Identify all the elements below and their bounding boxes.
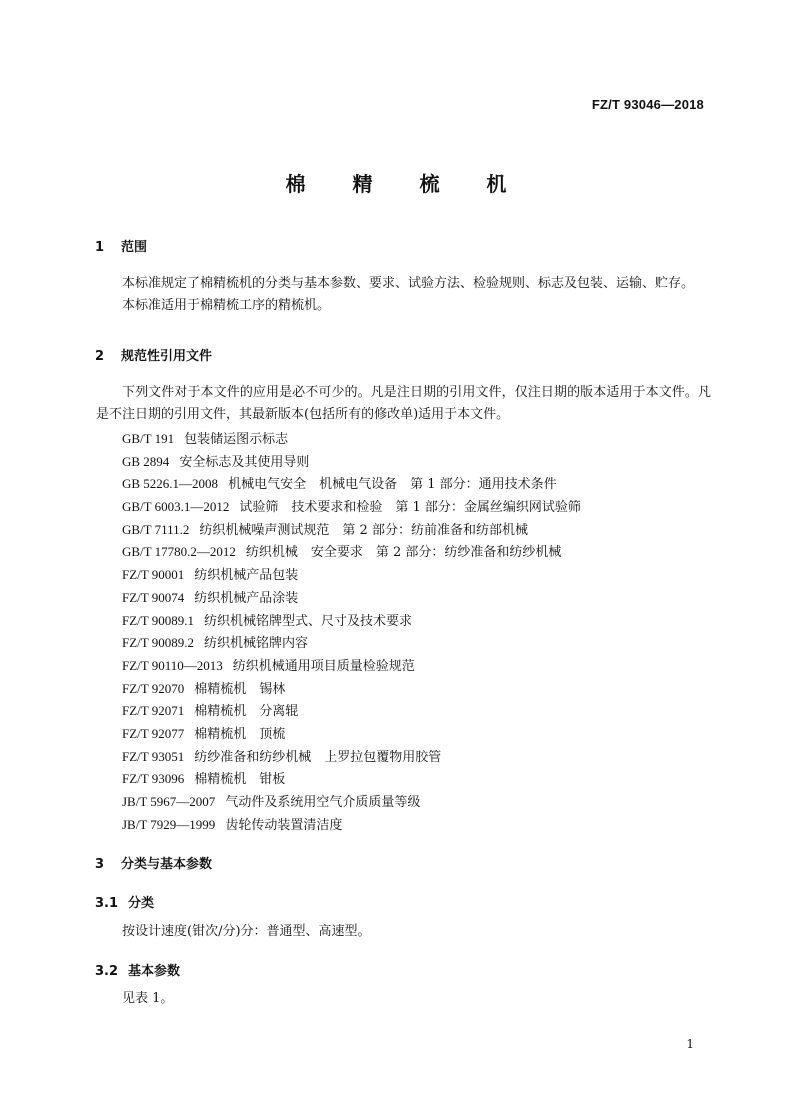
section-1-paragraph-2: 本标准适用于棉精梳工序的精梳机。 (122, 298, 331, 313)
section-2-heading (95, 345, 212, 364)
reference-item: GB/T 6003.1—2012 试验筛 技术要求和检验 第 1 部分：金属丝编织网试验筛 (122, 499, 581, 516)
reference-item: FZ/T 92070 棉精梳机 锡林 (122, 680, 286, 697)
subsection-title: 基本参数 (128, 964, 181, 979)
section-number: 3 (95, 857, 105, 872)
reference-item: FZ/T 92071 棉精梳机 分离辊 (122, 703, 299, 720)
normative-references-list (122, 428, 581, 836)
reference-item: FZ/T 90089.1 纺织机械铭牌型式、尺寸及技术要求 (122, 612, 413, 629)
section-title: 范围 (121, 240, 148, 255)
reference-item: GB 2894 安全标志及其使用导则 (122, 453, 310, 470)
reference-item: JB/T 7929—1999 齿轮传动装置清洁度 (122, 816, 343, 833)
document-title: 棉 精 梳 机 (285, 172, 527, 196)
section-1-heading (95, 236, 147, 255)
section-title: 规范性引用文件 (121, 349, 213, 364)
reference-item: FZ/T 90074 纺织机械产品涂装 (122, 589, 299, 606)
section-1-paragraph-1: 本标准规定了棉精梳机的分类与基本参数、要求、试验方法、检验规则、标志及包装、运输、贮存。 (122, 276, 695, 291)
subsection-3-2-text: 见表 1。 (122, 991, 174, 1006)
subsection-3-2-heading (95, 960, 180, 979)
reference-item: FZ/T 93096 棉精梳机 钳板 (122, 771, 286, 788)
page-number: 1 (686, 1037, 694, 1051)
section-2-intro: 下列文件对于本文件的应用是必不可少的。凡是注日期的引用文件，仅注日期的版本适用于本文件。凡是不注日期的引用文件，其最新版本(包括所有的修改单)适用于本文件。 (96, 385, 711, 422)
section-number: 1 (95, 240, 105, 255)
reference-item: JB/T 5967—2007 气动件及系统用空气介质质量等级 (122, 794, 421, 810)
reference-item: FZ/T 90001 纺织机械产品包装 (122, 567, 299, 584)
reference-item: FZ/T 93051 纺纱准备和纺纱机械 上罗拉包覆物用胶管 (122, 748, 442, 765)
reference-item: GB/T 17780.2—2012 纺织机械 安全要求 第 2 部分：纺纱准备和纺纱机械 (122, 544, 562, 561)
subsection-number: 3.2 (95, 964, 119, 979)
subsection-3-1-text: 按设计速度(钳次/分)分：普通型、高速型。 (122, 924, 371, 939)
reference-item: FZ/T 92077 棉精梳机 顶梳 (122, 725, 286, 742)
reference-item: GB/T 7111.2 纺织机械噪声测试规范 第 2 部分：纺前准备和纺部机械 (122, 521, 528, 538)
section-3-heading (95, 853, 212, 872)
reference-item: GB 5226.1—2008 机械电气安全 机械电气设备 第 1 部分：通用技术条件 (122, 476, 557, 493)
reference-item: FZ/T 90110—2013 纺织机械通用项目质量检验规范 (122, 657, 415, 674)
reference-item: GB/T 191 包装储运图示标志 (122, 431, 289, 447)
subsection-3-1-heading (95, 892, 154, 911)
reference-item: FZ/T 90089.2 纺织机械铭牌内容 (122, 635, 309, 652)
section-number: 2 (95, 349, 105, 364)
subsection-number: 3.1 (95, 896, 119, 911)
section-title: 分类与基本参数 (121, 857, 213, 872)
standard-code: FZ/T 93046—2018 (591, 97, 704, 112)
subsection-title: 分类 (128, 896, 155, 911)
